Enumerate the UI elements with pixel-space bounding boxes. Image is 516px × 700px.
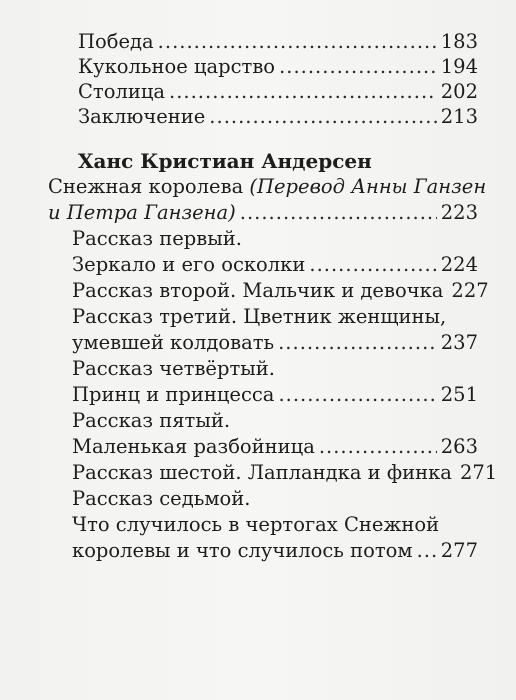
leader-dots [278,328,437,358]
toc-entry-page: 277 [440,539,478,562]
toc-entry-title: Заключение [78,105,206,128]
translator-note-cont: и Петра Ганзена) [48,201,236,224]
toc-entry-title: Победа [78,30,154,53]
toc-entry-page: 271 [459,461,498,484]
work-title: Снежная королева [48,175,244,198]
toc-entry-zaklyuchenie[interactable] [78,102,478,132]
toc-entry-page: 251 [440,383,478,406]
chapter-1-heading: Рассказ первый. [72,227,242,250]
toc-entry-title: Принц и принцесса [72,383,275,406]
toc-entry-page: 202 [440,80,478,103]
toc-entry-page: 227 [451,279,489,302]
translator-note: (Перевод Анны Ганзен [249,175,487,198]
leader-dots [417,536,437,566]
toc-entry-page: 183 [440,30,478,53]
toc-entry-page: 223 [440,201,478,224]
toc-entry-title: Зеркало и его осколки [72,253,306,276]
chapter-7-title-line-1: Что случилось в чертогах Снежной [72,513,440,536]
toc-entry-page: 237 [440,331,478,354]
toc-entry-page: 263 [440,435,478,458]
toc-entry-page: 224 [440,253,478,276]
leader-dots [240,198,437,228]
toc-entry-page: 213 [440,105,478,128]
toc-entry-title: Кукольное царство [78,55,276,78]
chapter-7-heading: Рассказ седьмой. [72,487,251,510]
toc-entry-title: умевшей колдовать [72,331,275,354]
toc-entry-title: Рассказ шестой. Лапландка и финка [72,461,452,484]
chapter-5-heading: Рассказ пятый. [72,409,231,432]
leader-dots [209,102,436,132]
toc-entry-title: королевы и что случилось потом [72,539,413,562]
toc-entry-title: Маленькая разбойница [72,435,315,458]
author-heading: Ханс Кристиан Андерсен [78,149,372,173]
toc-entry-title: Рассказ второй. Мальчик и девочка [72,279,444,302]
leader-dots [278,380,436,410]
chapter-4-heading: Рассказ четвёртый. [72,357,275,380]
toc-entry-chapter-7[interactable] [72,536,478,566]
toc-entry-page: 194 [440,55,478,78]
toc-entry-title: Столица [78,80,165,103]
chapter-3-heading: Рассказ третий. Цветник женщины, [72,305,447,328]
